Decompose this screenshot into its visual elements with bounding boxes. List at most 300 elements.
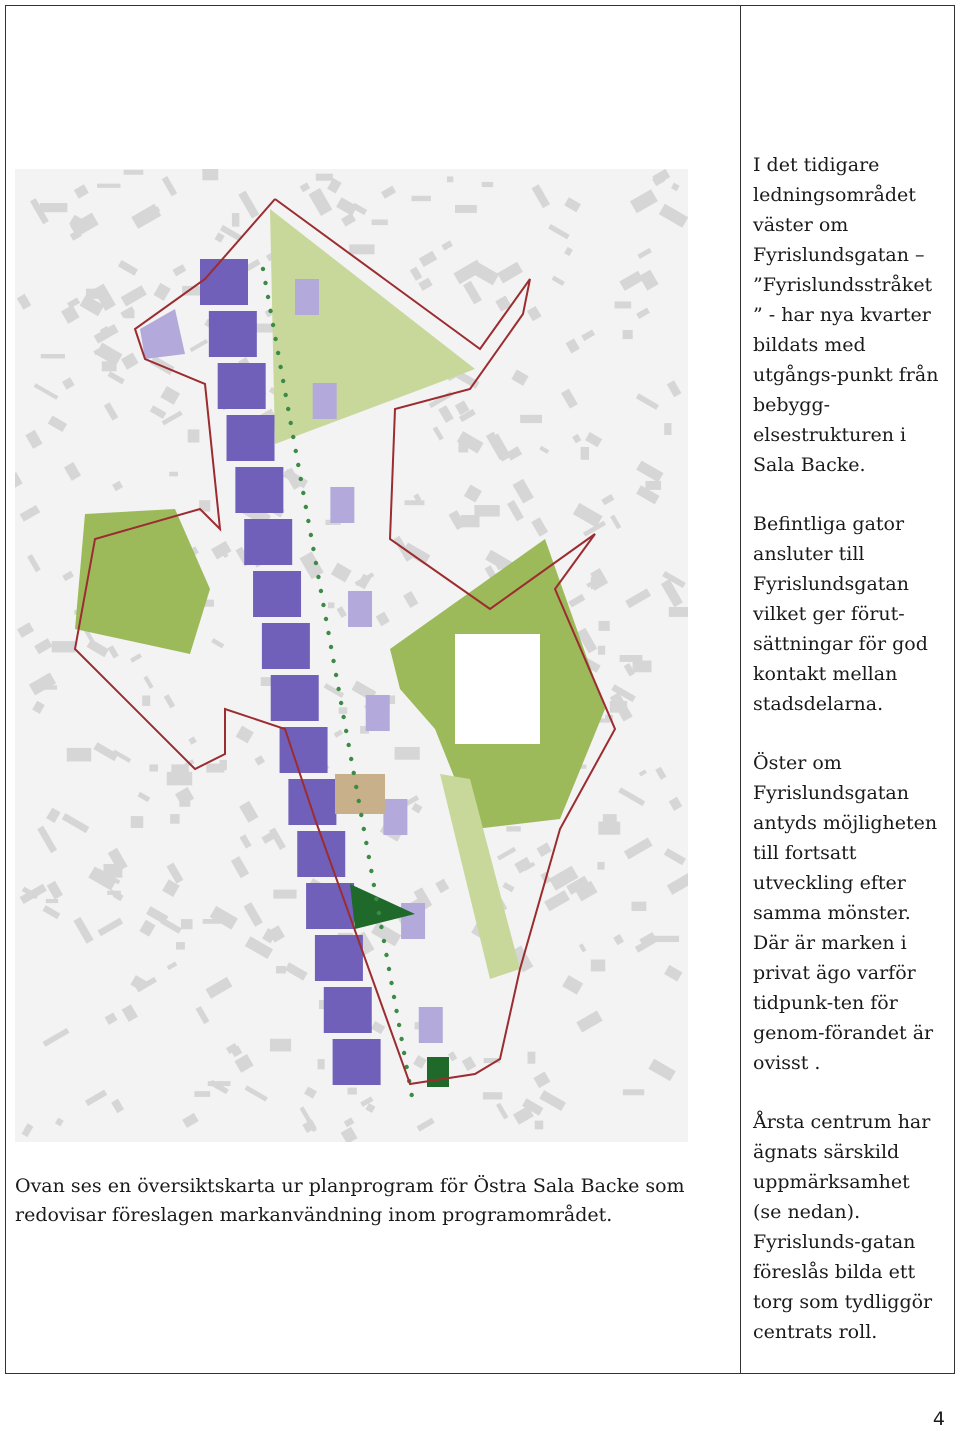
tree — [394, 1009, 398, 1013]
existing-building — [411, 803, 422, 814]
existing-building — [624, 837, 653, 859]
tree — [314, 561, 318, 565]
existing-building — [579, 943, 587, 952]
existing-building — [194, 1091, 210, 1097]
tree — [344, 729, 348, 733]
existing-building — [211, 541, 231, 560]
existing-building — [576, 1010, 602, 1032]
tree — [387, 967, 391, 971]
existing-building — [564, 247, 573, 256]
proposed-block — [209, 311, 257, 357]
tree — [339, 701, 343, 705]
existing-building — [435, 879, 449, 894]
existing-building — [208, 1081, 231, 1086]
tree — [273, 337, 277, 341]
tree — [399, 1037, 403, 1041]
existing-building — [64, 462, 81, 481]
tree — [309, 533, 313, 537]
existing-building — [548, 224, 570, 239]
existing-building — [85, 1090, 107, 1106]
existing-building — [566, 338, 580, 353]
tree — [326, 631, 330, 635]
existing-building — [337, 606, 347, 618]
tree — [374, 897, 378, 901]
existing-building — [34, 638, 52, 654]
existing-building — [195, 1006, 209, 1024]
existing-building — [623, 1089, 644, 1095]
existing-building — [211, 638, 224, 648]
green-area-west — [75, 509, 210, 654]
tree — [379, 925, 383, 929]
existing-building — [236, 726, 254, 744]
existing-building — [97, 184, 120, 188]
existing-building — [34, 383, 59, 400]
existing-building — [395, 747, 420, 760]
tree — [367, 855, 371, 859]
proposed-block — [200, 259, 248, 305]
existing-building — [591, 960, 605, 972]
proposed-block — [271, 675, 319, 721]
existing-building — [535, 1121, 544, 1130]
existing-building — [341, 213, 356, 227]
proposed-block — [262, 623, 310, 669]
existing-building — [20, 505, 41, 522]
proposed-block-light — [366, 695, 390, 731]
existing-building — [105, 1012, 118, 1024]
existing-building — [62, 571, 74, 581]
existing-building — [189, 339, 208, 352]
tree — [319, 589, 323, 593]
existing-building — [121, 285, 147, 306]
existing-building — [331, 563, 352, 583]
tree — [352, 771, 356, 775]
column-divider — [740, 5, 741, 1374]
proposed-block — [315, 935, 363, 981]
existing-building — [29, 672, 56, 695]
existing-building — [55, 1118, 64, 1127]
tree — [397, 1023, 401, 1027]
tree — [296, 463, 300, 467]
existing-building — [316, 174, 333, 181]
existing-building — [648, 1059, 675, 1081]
tree — [354, 785, 358, 789]
tree — [278, 365, 282, 369]
existing-building — [619, 271, 643, 291]
existing-building — [47, 881, 63, 900]
existing-building — [244, 902, 263, 927]
proposed-block-light — [348, 591, 372, 627]
existing-building — [461, 515, 479, 527]
existing-building — [613, 934, 624, 945]
tree — [364, 841, 368, 845]
tree — [276, 351, 280, 355]
tree — [359, 813, 363, 817]
existing-building — [531, 517, 548, 537]
proposed-block-light — [295, 279, 319, 315]
tree — [384, 953, 388, 957]
proposed-block-light — [140, 309, 185, 359]
tree — [263, 281, 267, 285]
tree — [362, 827, 366, 831]
existing-building — [22, 1123, 34, 1137]
tree — [329, 645, 333, 649]
existing-building — [597, 862, 604, 870]
existing-building — [348, 1088, 357, 1095]
existing-building — [469, 261, 499, 286]
existing-building — [48, 416, 67, 433]
tree — [324, 617, 328, 621]
existing-building — [182, 1113, 199, 1128]
existing-building — [162, 176, 177, 196]
existing-building — [130, 653, 142, 663]
tree — [341, 715, 345, 719]
tree — [291, 435, 295, 439]
tree — [392, 995, 396, 999]
existing-building — [655, 767, 666, 780]
existing-building — [328, 602, 334, 608]
existing-building — [206, 764, 224, 773]
existing-building — [417, 1118, 435, 1132]
tree — [261, 267, 265, 271]
tree — [372, 883, 376, 887]
existing-building — [502, 882, 514, 892]
existing-building — [561, 389, 578, 409]
existing-building — [633, 661, 652, 673]
existing-building — [669, 797, 683, 811]
existing-building — [214, 232, 224, 242]
existing-building — [636, 393, 659, 410]
existing-building — [572, 434, 581, 444]
proposed-block-light — [313, 383, 337, 419]
existing-building — [270, 1039, 291, 1052]
existing-building — [601, 494, 614, 505]
existing-building — [631, 902, 646, 911]
existing-building — [669, 607, 688, 617]
square — [335, 774, 385, 814]
existing-building — [118, 260, 138, 276]
existing-building — [309, 188, 333, 216]
existing-building — [74, 184, 89, 198]
existing-building — [300, 182, 311, 192]
tree — [334, 673, 338, 677]
tree — [268, 309, 272, 313]
existing-building — [344, 1117, 355, 1127]
tree — [369, 869, 373, 873]
existing-building — [62, 813, 90, 833]
existing-building — [636, 460, 663, 482]
proposed-block — [333, 1039, 381, 1085]
existing-building — [671, 183, 680, 192]
existing-building — [512, 479, 533, 504]
existing-building — [376, 612, 390, 627]
existing-building — [25, 430, 42, 449]
tree — [377, 911, 381, 915]
existing-building — [667, 872, 688, 895]
existing-building — [102, 361, 117, 371]
tree — [311, 547, 315, 551]
existing-building — [276, 966, 286, 973]
dark-green-area — [427, 1057, 449, 1087]
existing-building — [300, 551, 324, 579]
proposed-block — [244, 519, 292, 565]
existing-building — [124, 170, 144, 175]
overview-map — [15, 169, 688, 1142]
existing-building — [87, 639, 109, 657]
existing-building — [122, 1004, 138, 1022]
tree — [316, 575, 320, 579]
existing-building — [27, 554, 41, 572]
existing-building — [419, 251, 437, 267]
existing-building — [610, 515, 621, 530]
existing-building — [52, 641, 76, 652]
existing-building — [202, 169, 218, 180]
centre-block — [455, 634, 540, 744]
tree — [321, 603, 325, 607]
existing-building — [62, 377, 75, 390]
tree — [346, 743, 350, 747]
existing-building — [625, 588, 651, 608]
existing-building — [447, 176, 453, 182]
existing-building — [15, 472, 23, 489]
existing-building — [108, 371, 125, 384]
tree — [283, 393, 287, 397]
existing-building — [544, 890, 570, 911]
tree — [294, 449, 298, 453]
existing-building — [104, 402, 118, 420]
existing-building — [537, 842, 552, 857]
proposed-block-light — [401, 903, 425, 939]
proposed-block — [324, 987, 372, 1033]
existing-building — [254, 755, 265, 765]
existing-building — [336, 197, 357, 216]
existing-building — [176, 942, 185, 950]
existing-building — [17, 622, 34, 638]
existing-building — [507, 500, 524, 521]
existing-building — [664, 965, 682, 982]
existing-building — [618, 787, 645, 806]
existing-building — [511, 369, 528, 385]
proposed-block — [253, 571, 301, 617]
existing-building — [371, 1021, 385, 1034]
existing-building — [181, 919, 193, 929]
existing-building — [645, 481, 661, 490]
existing-building — [149, 764, 158, 771]
tree — [331, 659, 335, 663]
existing-building — [462, 1056, 476, 1071]
existing-building — [637, 248, 651, 259]
tree — [349, 757, 353, 761]
existing-building — [238, 191, 259, 219]
existing-building — [455, 205, 477, 213]
existing-building — [188, 429, 200, 442]
existing-building — [405, 500, 425, 505]
existing-building — [527, 306, 542, 321]
existing-building — [664, 423, 671, 435]
existing-building — [483, 1092, 502, 1099]
existing-building — [630, 189, 658, 213]
existing-building — [615, 301, 632, 308]
existing-building — [610, 701, 627, 713]
existing-building — [433, 426, 444, 440]
existing-building — [171, 764, 188, 776]
existing-building — [482, 182, 493, 187]
existing-building — [41, 354, 65, 358]
existing-building — [73, 917, 93, 944]
existing-building — [381, 186, 396, 199]
existing-building — [463, 281, 482, 305]
existing-building — [564, 197, 581, 212]
existing-building — [150, 405, 167, 419]
existing-building — [562, 975, 583, 995]
existing-building — [206, 977, 233, 999]
proposed-block-light — [330, 487, 354, 523]
existing-building — [552, 276, 565, 286]
existing-building — [43, 1028, 70, 1047]
tree — [389, 981, 393, 985]
existing-building — [108, 645, 119, 658]
proposed-block — [288, 779, 336, 825]
existing-building — [143, 676, 153, 689]
tree — [289, 421, 293, 425]
tree — [409, 1093, 413, 1097]
existing-building — [581, 329, 595, 340]
tree — [301, 491, 305, 495]
tree — [286, 407, 290, 411]
existing-building — [169, 472, 178, 477]
existing-building — [598, 646, 605, 655]
existing-building — [365, 1103, 375, 1113]
page-number: 4 — [932, 1408, 945, 1430]
existing-building — [585, 432, 602, 447]
existing-building — [667, 380, 682, 397]
existing-building — [496, 1103, 508, 1120]
existing-building — [372, 219, 388, 225]
existing-building — [413, 1055, 427, 1069]
sidebar-paragraph-3: Öster om Fyrislundsgatan antyds möjligheten till fortsatt utveckling efter samma mönster. Där är marken i privat ägo varför tidpunk-ten för genom-förandet är ovisst . — [753, 752, 938, 1074]
sidebar-paragraph-1: I det tidigare ledningsområdet väster om Fyrislundsgatan – ”Fyrislundsstråket ” - har nya kvarter bildats med utgångs-punkt från bebygg-elsestrukturen i Sala Backe. — [753, 154, 939, 476]
proposed-block-light — [419, 1007, 443, 1043]
existing-building — [175, 787, 194, 806]
existing-building — [339, 707, 348, 713]
existing-building — [371, 922, 401, 947]
tree — [281, 379, 285, 383]
tree — [271, 323, 275, 327]
existing-building — [67, 748, 91, 762]
existing-building — [418, 278, 432, 291]
existing-building — [506, 826, 520, 831]
existing-building — [533, 1072, 550, 1089]
proposed-block — [218, 363, 266, 409]
tree — [306, 519, 310, 523]
existing-building — [188, 736, 196, 744]
existing-building — [464, 485, 482, 503]
existing-building — [86, 289, 103, 299]
existing-building — [32, 701, 45, 714]
existing-building — [285, 962, 308, 980]
existing-building — [403, 591, 418, 608]
existing-building — [40, 203, 68, 212]
existing-building — [164, 694, 175, 708]
existing-building — [239, 801, 258, 823]
tree — [304, 505, 308, 509]
existing-building — [210, 906, 238, 930]
existing-building — [232, 213, 239, 227]
existing-building — [438, 405, 453, 423]
existing-building — [131, 816, 144, 828]
existing-building — [506, 446, 522, 460]
existing-building — [581, 447, 589, 460]
existing-building — [304, 1086, 317, 1098]
existing-building — [240, 834, 252, 848]
existing-building — [497, 262, 523, 284]
existing-building — [334, 729, 343, 737]
existing-building — [539, 1090, 566, 1111]
existing-building — [17, 294, 31, 310]
existing-building — [639, 270, 659, 291]
existing-building — [636, 308, 650, 319]
existing-building — [112, 481, 123, 492]
existing-building — [231, 856, 249, 878]
tree — [402, 1051, 406, 1055]
existing-building — [38, 685, 57, 690]
existing-building — [111, 1099, 124, 1114]
existing-building — [121, 353, 139, 370]
tree — [336, 687, 340, 691]
existing-building — [441, 240, 453, 250]
sidebar-text — [753, 150, 943, 1376]
existing-building — [273, 890, 296, 899]
existing-building — [639, 769, 647, 776]
map-caption: Ovan ses en översiktskarta ur planprogram för Östra Sala Backe som redovisar föreslagen markanvändning inom programområdet. — [15, 1175, 685, 1226]
existing-building — [664, 848, 686, 865]
proposed-block — [235, 467, 283, 513]
proposed-block-light — [383, 799, 407, 835]
existing-building — [341, 1127, 358, 1142]
existing-building — [598, 822, 620, 835]
existing-building — [170, 814, 179, 824]
existing-building — [46, 899, 58, 903]
existing-building — [659, 204, 688, 228]
existing-building — [139, 920, 155, 937]
existing-building — [599, 621, 610, 631]
existing-building — [532, 184, 551, 208]
existing-building — [520, 415, 542, 423]
tree — [299, 477, 303, 481]
existing-building — [98, 918, 124, 937]
existing-building — [42, 905, 60, 919]
existing-building — [167, 961, 178, 970]
existing-building — [412, 196, 431, 201]
existing-building — [142, 695, 150, 705]
existing-building — [153, 283, 170, 301]
existing-building — [410, 267, 423, 281]
existing-building — [318, 1059, 325, 1069]
sidebar-paragraph-2: Befintliga gator ansluter till Fyrislundsgatan vilket ger förut-sättningar för god kontakt mellan stadsdelarna. — [753, 513, 928, 715]
existing-building — [146, 906, 168, 924]
sidebar-paragraph-4: Årsta centrum har ägnats särskild uppmärksamhet (se nedan). Fyrislunds-gatan föreslås bilda ett torg som tydliggör centrats roll. — [753, 1111, 933, 1343]
existing-building — [448, 1051, 457, 1061]
existing-building — [245, 1085, 268, 1101]
existing-building — [324, 683, 345, 698]
existing-building — [528, 1052, 536, 1064]
existing-building — [474, 505, 499, 516]
existing-building — [172, 264, 186, 276]
existing-building — [573, 503, 603, 528]
tree — [357, 799, 361, 803]
existing-building — [539, 446, 549, 454]
proposed-block — [227, 415, 275, 461]
tree — [382, 939, 386, 943]
